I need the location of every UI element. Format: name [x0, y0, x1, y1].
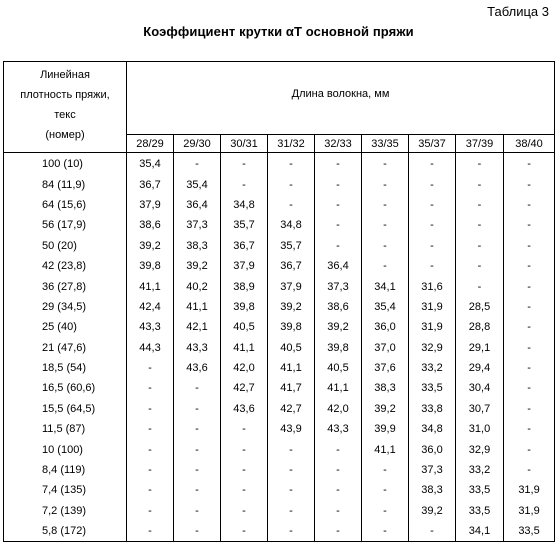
value-cell: 37,9 [221, 256, 268, 276]
value-cell: 32,9 [456, 439, 504, 459]
value-cell: 29,4 [456, 358, 504, 378]
column-header: 35/37 [409, 135, 456, 153]
row-label: 64 (15,6) [4, 195, 127, 215]
row-label: 8,4 (119) [4, 460, 127, 480]
value-cell: - [409, 236, 456, 256]
value-cell: 41,1 [362, 439, 409, 459]
value-cell: 38,3 [362, 378, 409, 398]
row-header-line: текс [54, 109, 76, 121]
value-cell: - [127, 439, 174, 459]
value-cell: - [174, 439, 221, 459]
value-cell: - [221, 174, 268, 194]
value-cell: 39,8 [315, 338, 362, 358]
value-cell: - [315, 174, 362, 194]
row-label: 50 (20) [4, 236, 127, 256]
value-cell: - [127, 419, 174, 439]
value-cell: 39,2 [315, 317, 362, 337]
value-cell: - [504, 174, 555, 194]
value-cell: 36,0 [409, 439, 456, 459]
value-cell: - [315, 153, 362, 175]
value-cell: 36,7 [127, 174, 174, 194]
row-header-line: Линейная [40, 69, 90, 81]
value-cell: 43,9 [268, 419, 315, 439]
value-cell: - [362, 236, 409, 256]
table-row [4, 460, 555, 480]
value-cell: - [504, 419, 555, 439]
value-cell: - [174, 419, 221, 439]
value-cell: 33,5 [456, 480, 504, 500]
table-row [4, 153, 555, 175]
value-cell: 42,7 [221, 378, 268, 398]
value-cell: - [362, 460, 409, 480]
value-cell: - [127, 378, 174, 398]
value-cell: - [221, 460, 268, 480]
row-label: 10 (100) [4, 439, 127, 459]
value-cell: - [127, 460, 174, 480]
value-cell: 35,7 [268, 236, 315, 256]
value-cell: 39,8 [221, 297, 268, 317]
value-cell: 39,8 [127, 256, 174, 276]
column-header: 37/39 [456, 135, 504, 153]
column-header: 33/35 [362, 135, 409, 153]
value-cell: - [362, 256, 409, 276]
value-cell: 39,2 [268, 297, 315, 317]
value-cell: - [127, 358, 174, 378]
value-cell: 44,3 [127, 338, 174, 358]
value-cell: 43,3 [174, 338, 221, 358]
value-cell: 36,4 [174, 195, 221, 215]
value-cell: 39,2 [127, 236, 174, 256]
page-title [0, 24, 557, 39]
row-label: 29 (34,5) [4, 297, 127, 317]
value-cell: - [315, 439, 362, 459]
table-row [4, 215, 555, 235]
value-cell: - [221, 501, 268, 521]
value-cell: 31,9 [409, 317, 456, 337]
value-cell: 38,6 [315, 297, 362, 317]
value-cell: 28,8 [456, 317, 504, 337]
value-cell: - [268, 195, 315, 215]
value-cell: 34,8 [268, 215, 315, 235]
table-row [4, 399, 555, 419]
value-cell: 35,4 [127, 153, 174, 175]
value-cell: - [268, 521, 315, 542]
value-cell: 37,9 [268, 276, 315, 296]
column-header: 38/40 [504, 135, 555, 153]
table-row [4, 338, 555, 358]
value-cell: 43,3 [315, 419, 362, 439]
value-cell: 33,2 [456, 460, 504, 480]
table-number-label: Таблица 3 [487, 4, 549, 19]
value-cell: - [268, 460, 315, 480]
value-cell: - [504, 215, 555, 235]
value-cell: 37,0 [362, 338, 409, 358]
value-cell: 34,8 [221, 195, 268, 215]
value-cell: - [315, 215, 362, 235]
value-cell: - [174, 480, 221, 500]
column-header: 30/31 [221, 135, 268, 153]
value-cell: - [504, 236, 555, 256]
value-cell: - [456, 256, 504, 276]
value-cell: - [362, 153, 409, 175]
table-row [4, 256, 555, 276]
row-label: 42 (23,8) [4, 256, 127, 276]
value-cell: - [456, 153, 504, 175]
value-cell: - [221, 480, 268, 500]
row-label: 15,5 (64,5) [4, 399, 127, 419]
value-cell: - [127, 521, 174, 542]
value-cell: 37,3 [315, 276, 362, 296]
value-cell: 39,8 [268, 317, 315, 337]
value-cell: - [409, 215, 456, 235]
value-cell: - [409, 521, 456, 542]
value-cell: 34,8 [409, 419, 456, 439]
value-cell: - [315, 195, 362, 215]
value-cell: 37,9 [127, 195, 174, 215]
value-cell: 41,1 [315, 378, 362, 398]
value-cell: - [504, 153, 555, 175]
value-cell: - [127, 480, 174, 500]
value-cell: 40,2 [174, 276, 221, 296]
value-cell: - [362, 215, 409, 235]
row-label: 5,8 (172) [4, 521, 127, 542]
twist-coefficient-table [3, 61, 555, 542]
value-cell: 41,1 [268, 358, 315, 378]
value-cell: - [362, 501, 409, 521]
value-cell: 31,0 [456, 419, 504, 439]
table-row [4, 521, 555, 542]
row-label: 25 (40) [4, 317, 127, 337]
value-cell: 32,9 [409, 338, 456, 358]
value-cell: - [174, 378, 221, 398]
value-cell: 30,4 [456, 378, 504, 398]
value-cell: - [409, 256, 456, 276]
value-cell: 37,3 [174, 215, 221, 235]
value-cell: - [409, 153, 456, 175]
value-cell: - [456, 236, 504, 256]
value-cell: - [504, 276, 555, 296]
table-row [4, 236, 555, 256]
value-cell: - [456, 215, 504, 235]
value-cell: - [504, 256, 555, 276]
value-cell: 38,3 [174, 236, 221, 256]
value-cell: - [221, 153, 268, 175]
value-cell: 39,2 [362, 399, 409, 419]
value-cell: - [268, 439, 315, 459]
value-cell: - [315, 480, 362, 500]
value-cell: 41,1 [127, 276, 174, 296]
value-cell: - [409, 195, 456, 215]
value-cell: 37,3 [409, 460, 456, 480]
value-cell: - [362, 195, 409, 215]
value-cell: - [456, 276, 504, 296]
row-label: 100 (10) [4, 153, 127, 175]
value-cell: 43,6 [221, 399, 268, 419]
value-cell: 36,7 [268, 256, 315, 276]
row-label: 36 (27,8) [4, 276, 127, 296]
value-cell: 40,5 [268, 338, 315, 358]
column-header: 32/33 [315, 135, 362, 153]
value-cell: 42,7 [268, 399, 315, 419]
row-label: 84 (11,9) [4, 174, 127, 194]
value-cell: - [268, 153, 315, 175]
value-cell: - [221, 439, 268, 459]
value-cell: - [504, 317, 555, 337]
value-cell: 31,9 [504, 480, 555, 500]
value-cell: - [362, 521, 409, 542]
value-cell: - [315, 460, 362, 480]
value-cell: 42,0 [315, 399, 362, 419]
value-cell: 43,6 [174, 358, 221, 378]
value-cell: - [221, 521, 268, 542]
value-cell: - [362, 480, 409, 500]
value-cell: 29,1 [456, 338, 504, 358]
value-cell: - [504, 338, 555, 358]
value-cell: 39,2 [174, 256, 221, 276]
value-cell: - [127, 399, 174, 419]
row-header-cell [4, 62, 127, 153]
table-row [4, 317, 555, 337]
table-row [4, 439, 555, 459]
value-cell: - [456, 174, 504, 194]
value-cell: - [127, 501, 174, 521]
table-row [4, 297, 555, 317]
value-cell: - [504, 378, 555, 398]
row-label: 16,5 (60,6) [4, 378, 127, 398]
row-label: 56 (17,9) [4, 215, 127, 235]
value-cell: 38,3 [409, 480, 456, 500]
value-cell: 41,7 [268, 378, 315, 398]
row-label: 11,5 (87) [4, 419, 127, 439]
table-row [4, 174, 555, 194]
row-label: 7,4 (135) [4, 480, 127, 500]
value-cell: - [504, 460, 555, 480]
value-cell: - [504, 439, 555, 459]
value-cell: - [456, 195, 504, 215]
row-label: 21 (47,6) [4, 338, 127, 358]
value-cell: 36,0 [362, 317, 409, 337]
value-cell: 36,7 [221, 236, 268, 256]
value-cell: 31,9 [504, 501, 555, 521]
table-row [4, 501, 555, 521]
value-cell: 37,6 [362, 358, 409, 378]
table-row [4, 378, 555, 398]
column-header: 31/32 [268, 135, 315, 153]
value-cell: 42,0 [221, 358, 268, 378]
value-cell: 33,2 [409, 358, 456, 378]
value-cell: - [315, 236, 362, 256]
value-cell: 35,7 [221, 215, 268, 235]
value-cell: - [174, 460, 221, 480]
value-cell: 39,2 [409, 501, 456, 521]
value-cell: - [221, 419, 268, 439]
table-row [4, 419, 555, 439]
value-cell: - [504, 399, 555, 419]
table-row [4, 358, 555, 378]
value-cell: 34,1 [362, 276, 409, 296]
value-cell: 39,9 [362, 419, 409, 439]
value-cell: 28,5 [456, 297, 504, 317]
value-cell: - [315, 521, 362, 542]
value-cell: 30,7 [456, 399, 504, 419]
table-row [4, 195, 555, 215]
value-cell: 41,1 [221, 338, 268, 358]
title-text: Коэффициент крутки αT основной пряжи [143, 24, 414, 39]
column-header: 29/30 [174, 135, 221, 153]
value-cell: - [362, 174, 409, 194]
fiber-length-header: Длина волокна, мм [127, 62, 555, 135]
value-cell: 34,1 [456, 521, 504, 542]
value-cell: 31,9 [409, 297, 456, 317]
row-label: 7,2 (139) [4, 501, 127, 521]
value-cell: 35,4 [362, 297, 409, 317]
value-cell: - [504, 195, 555, 215]
table-row [4, 276, 555, 296]
value-cell: - [174, 399, 221, 419]
value-cell: 43,3 [127, 317, 174, 337]
value-cell: - [409, 174, 456, 194]
row-header-line: плотность пряжи, [20, 89, 110, 101]
value-cell: 40,5 [221, 317, 268, 337]
value-cell: - [504, 358, 555, 378]
value-cell: - [174, 521, 221, 542]
value-cell: 33,5 [504, 521, 555, 542]
value-cell: - [315, 501, 362, 521]
row-label: 18,5 (54) [4, 358, 127, 378]
value-cell: 36,4 [315, 256, 362, 276]
value-cell: 31,6 [409, 276, 456, 296]
value-cell: - [268, 480, 315, 500]
value-cell: - [174, 153, 221, 175]
value-cell: - [504, 297, 555, 317]
value-cell: 33,8 [409, 399, 456, 419]
column-header: 28/29 [127, 135, 174, 153]
value-cell: 33,5 [409, 378, 456, 398]
value-cell: 42,4 [127, 297, 174, 317]
value-cell: - [268, 174, 315, 194]
value-cell: 38,6 [127, 215, 174, 235]
row-header-line: (номер) [45, 129, 85, 141]
value-cell: 33,5 [456, 501, 504, 521]
value-cell: 42,1 [174, 317, 221, 337]
value-cell: 35,4 [174, 174, 221, 194]
value-cell: 41,1 [174, 297, 221, 317]
value-cell: 40,5 [315, 358, 362, 378]
value-cell: - [174, 501, 221, 521]
table-row [4, 480, 555, 500]
value-cell: - [268, 501, 315, 521]
value-cell: 38,9 [221, 276, 268, 296]
